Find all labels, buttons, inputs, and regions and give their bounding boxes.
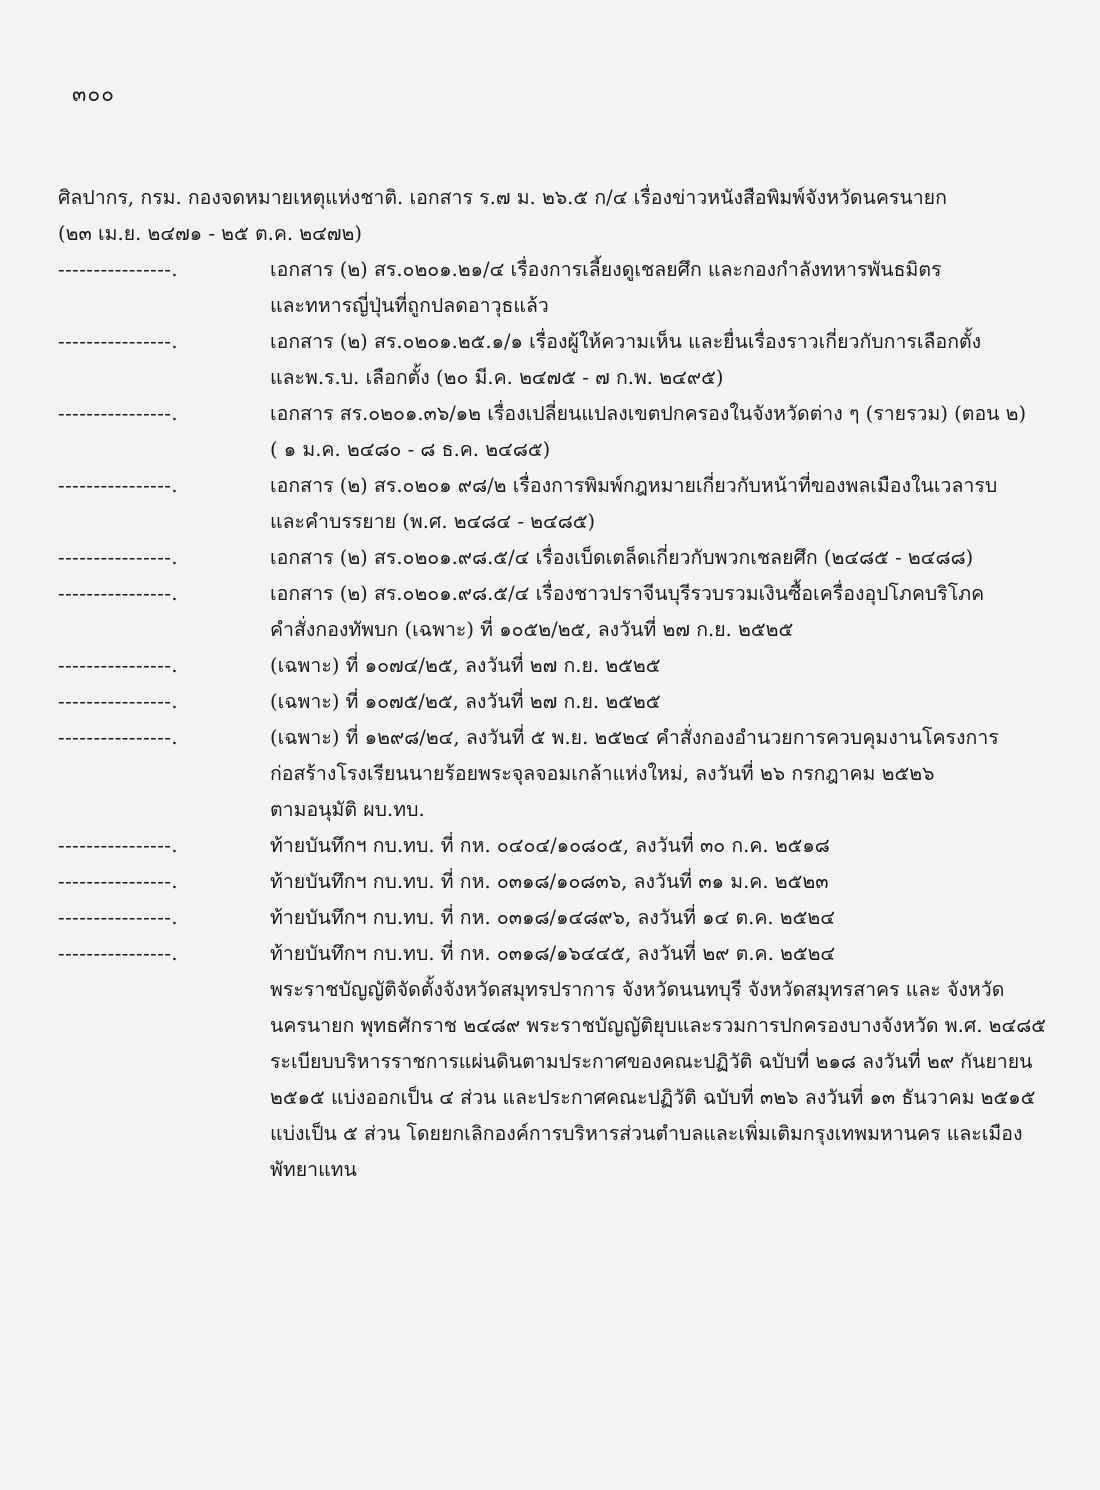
entry-line: พระราชบัญญัติจัดตั้งจังหวัดสมุทรปราการ จังหวัดนนทบุรี จังหวัดสมุทรสาคร และ จังหวัด: [270, 978, 1005, 1001]
bibliography-entry: [58, 684, 1068, 720]
bibliography-entry: [58, 864, 1068, 900]
bibliography-entry: [58, 468, 1068, 540]
entry-line: เอกสาร (๒) สร.๐๒๐๑.๒๕.๑/๑ เรื่องผู้ให้ความเห็น และยื่นเรื่องราวเกี่ยวกับการเลือกตั้ง: [270, 330, 982, 353]
repeat-author-dash: ----------------.: [58, 870, 179, 893]
bibliography-entry: [58, 648, 1068, 684]
repeat-author-dash: ----------------.: [58, 942, 179, 965]
bibliography-entry: [58, 972, 1068, 1188]
entry-line: (๒๓ เม.ย. ๒๔๗๑ - ๒๕ ต.ค. ๒๔๗๒): [58, 222, 363, 245]
entry-line: ก่อสร้างโรงเรียนนายร้อยพระจุลจอมเกล้าแห่งใหม่, ลงวันที่ ๒๖ กรกฎาคม ๒๕๒๖: [270, 762, 935, 785]
entry-line: เอกสาร (๒) สร.๐๒๐๑ ๙๘/๒ เรื่องการพิมพ์กฎหมายเกี่ยวกับหน้าที่ของพลเมืองในเวลารบ: [270, 474, 998, 497]
entry-line: (เฉพาะ) ที่ ๑๒๙๘/๒๔, ลงวันที่ ๕ พ.ย. ๒๕๒๔ คำสั่งกองอำนวยการควบคุมงานโครงการ: [270, 726, 999, 749]
repeat-author-dash: ----------------.: [58, 690, 179, 713]
entry-line: เอกสาร (๒) สร.๐๒๐๑.๙๘.๕/๔ เรื่องเบ็ดเตล็ดเกี่ยวกับพวกเชลยศึก (๒๔๘๕ - ๒๔๘๘): [270, 546, 974, 569]
entry-line: ศิลปากร, กรม. กองจดหมายเหตุแห่งชาติ. เอกสาร ร.๗ ม. ๒๖.๕ ก/๔ เรื่องข่าวหนังสือพิมพ์จังหวัดนครนายก: [58, 186, 947, 209]
page-number: ๓๐๐: [72, 82, 115, 106]
entry-line: และคำบรรยาย (พ.ศ. ๒๔๘๔ - ๒๔๘๕): [270, 510, 596, 533]
repeat-author-dash: ----------------.: [58, 258, 179, 281]
bibliography-entry: [58, 324, 1068, 396]
bibliography-entry: [58, 252, 1068, 324]
entry-line: คำสั่งกองทัพบก (เฉพาะ) ที่ ๑๐๕๒/๒๕, ลงวันที่ ๒๗ ก.ย. ๒๕๒๕: [270, 618, 794, 641]
entry-line: ๒๕๑๕ แบ่งออกเป็น ๔ ส่วน และประกาศคณะปฏิวัติ ฉบับที่ ๓๒๖ ลงวันที่ ๑๓ ธันวาคม ๒๕๑๕: [270, 1086, 1036, 1109]
bibliography-entry: [58, 900, 1068, 936]
entry-line: และทหารญี่ปุ่นที่ถูกปลดอาวุธแล้ว: [270, 294, 549, 317]
repeat-author-dash: ----------------.: [58, 834, 179, 857]
repeat-author-dash: ----------------.: [58, 654, 179, 677]
entry-line: ท้ายบันทึกฯ กบ.ทบ. ที่ กห. ๐๓๑๘/๑๐๘๓๖, ลงวันที่ ๓๑ ม.ค. ๒๕๒๓: [270, 870, 829, 893]
entry-line: (เฉพาะ) ที่ ๑๐๗๕/๒๕, ลงวันที่ ๒๗ ก.ย. ๒๕๒๕: [270, 690, 661, 713]
bibliography-list: [58, 180, 1068, 1188]
entry-line: แบ่งเป็น ๕ ส่วน โดยยกเลิกองค์การบริหารส่วนตำบลและเพิ่มเติมกรุงเทพมหานคร และเมือง: [270, 1122, 1023, 1145]
repeat-author-dash: ----------------.: [58, 906, 179, 929]
repeat-author-dash: ----------------.: [58, 726, 179, 749]
entry-line: ท้ายบันทึกฯ กบ.ทบ. ที่ กห. ๐๔๐๔/๑๐๘๐๕, ลงวันที่ ๓๐ ก.ค. ๒๕๑๘: [270, 834, 830, 857]
entry-line: เอกสาร สร.๐๒๐๑.๓๖/๑๒ เรื่องเปลี่ยนแปลงเขตปกครองในจังหวัดต่าง ๆ (รายรวม) (ตอน ๒): [270, 402, 1027, 425]
entry-line: ( ๑ ม.ค. ๒๔๘๐ - ๘ ธ.ค. ๒๔๘๕): [270, 438, 551, 461]
bibliography-entry: [58, 720, 1068, 828]
entry-line: พัทยาแทน: [270, 1158, 357, 1181]
repeat-author-dash: ----------------.: [58, 330, 179, 353]
entry-text: [58, 972, 1068, 1188]
entry-line: ท้ายบันทึกฯ กบ.ทบ. ที่ กห. ๐๓๑๘/๑๔๘๙๖, ลงวันที่ ๑๔ ต.ค. ๒๕๒๔: [270, 906, 835, 929]
bibliography-entry: [58, 576, 1068, 648]
entry-line: เอกสาร (๒) สร.๐๒๐๑.๒๑/๔ เรื่องการเลี้ยงดูเชลยศึก และกองกำลังทหารพันธมิตร: [270, 258, 942, 281]
entry-line: (เฉพาะ) ที่ ๑๐๗๔/๒๕, ลงวันที่ ๒๗ ก.ย. ๒๕๒๕: [270, 654, 661, 677]
entry-line: นครนายก พุทธศักราช ๒๔๘๙ พระราชบัญญัติยุบและรวมการปกครองบางจังหวัด พ.ศ. ๒๔๘๕: [270, 1014, 1047, 1037]
entry-line: เอกสาร (๒) สร.๐๒๐๑.๙๘.๕/๔ เรื่องชาวปราจีนบุรีรวบรวมเงินซื้อเครื่องอุปโภคบริโภค: [270, 582, 985, 605]
entry-text: [58, 180, 1068, 252]
bibliography-entry: [58, 936, 1068, 972]
repeat-author-dash: ----------------.: [58, 546, 179, 569]
bibliography-entry: [58, 540, 1068, 576]
entry-line: ท้ายบันทึกฯ กบ.ทบ. ที่ กห. ๐๓๑๘/๑๖๔๔๕, ลงวันที่ ๒๙ ต.ค. ๒๕๒๔: [270, 942, 836, 965]
repeat-author-dash: ----------------.: [58, 582, 179, 605]
bibliography-entry: [58, 180, 1068, 252]
bibliography-entry: [58, 828, 1068, 864]
bibliography-entry: [58, 396, 1068, 468]
entry-line: ระเบียบบริหารราชการแผ่นดินตามประกาศของคณะปฏิวัติ ฉบับที่ ๒๑๘ ลงวันที่ ๒๙ กันยายน: [270, 1050, 1033, 1073]
repeat-author-dash: ----------------.: [58, 474, 179, 497]
entry-line: ตามอนุมัติ ผบ.ทบ.: [270, 798, 425, 821]
entry-line: และพ.ร.บ. เลือกตั้ง (๒๐ มี.ค. ๒๔๗๕ - ๗ ก.พ. ๒๔๙๕): [270, 366, 724, 389]
repeat-author-dash: ----------------.: [58, 402, 179, 425]
